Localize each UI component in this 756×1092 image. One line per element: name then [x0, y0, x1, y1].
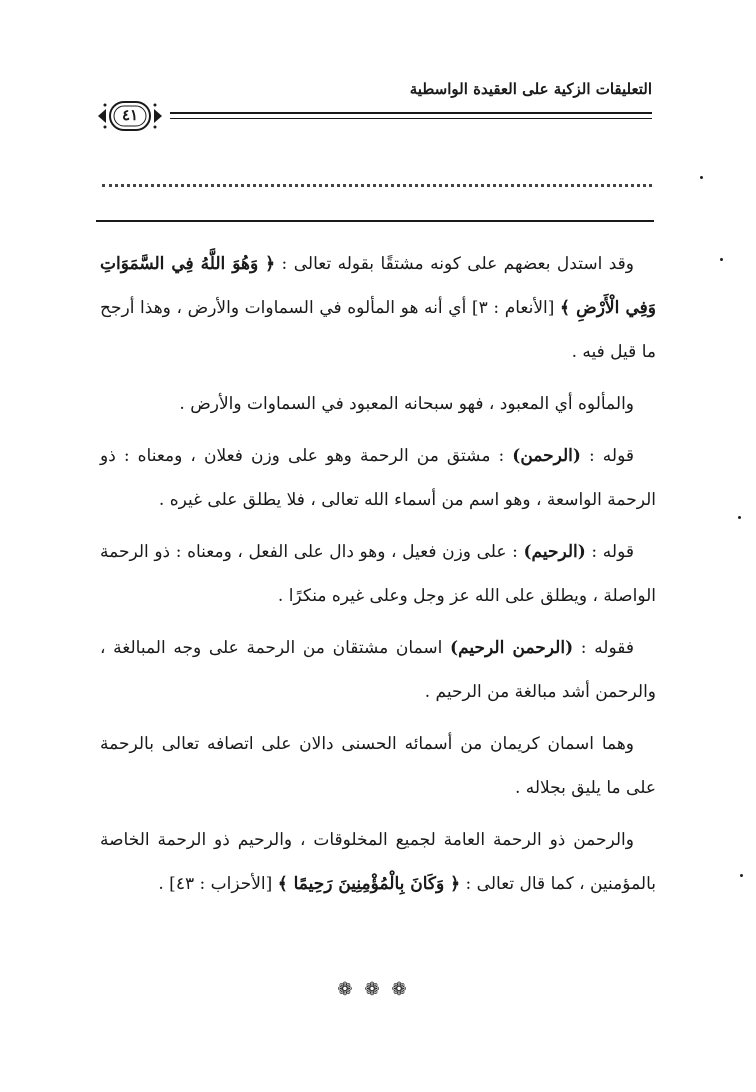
- quran-verse: ﴿ وَهُوَ اللَّهُ فِي السَّمَوَاتِ وَفِي الْأَرْضِ ﴾: [100, 254, 656, 318]
- header-rule-bottom: [170, 118, 652, 119]
- paragraph-text: : مشتق من الرحمة وهو على وزن فعلان ، ومعناه : ذو الرحمة الواسعة ، وهو اسم من أسماء الله تعالى ، فلا يطلق على غيره .: [100, 446, 656, 510]
- paragraph-5: [100, 626, 656, 714]
- quran-verse: ﴿ وَكَانَ بِالْمُؤْمِنِينَ رَحِيمًا ﴾: [277, 874, 461, 894]
- paragraph-text: [الأحزاب : ٤٣] .: [158, 874, 278, 894]
- end-ornaments: ❁❁❁: [337, 979, 419, 1000]
- body-text: [100, 242, 656, 914]
- paragraph-text: والرحمن ذو الرحمة العامة لجميع المخلوقات ، والرحيم ذو الرحمة الخاصة بالمؤمنين ، كما قال تعالى :: [100, 830, 656, 894]
- paragraph-text: [الأنعام : ٣] أي أنه هو المألوه في السماوات والأرض ، وهذا أرجح ما قيل فيه .: [100, 298, 656, 362]
- term-label: (الرحيم): [523, 542, 586, 562]
- margin-dot: [700, 176, 703, 179]
- paragraph-6: [100, 722, 656, 810]
- margin-dot: [720, 258, 723, 261]
- running-title: التعليقات الزكية على العقيدة الواسطية: [409, 80, 652, 98]
- page-number-badge: [96, 99, 164, 133]
- page-number: ٤١: [121, 106, 139, 124]
- margin-dot: [738, 516, 741, 519]
- paragraph-text: اسمان مشتقان من الرحمة على وجه المبالغة ، والرحمن أشد مبالغة من الرحيم .: [100, 638, 656, 702]
- header-rule-top: [170, 112, 652, 114]
- paragraph-7: [100, 818, 656, 906]
- paragraph-intro: قوله :: [580, 446, 634, 466]
- dotted-separator: [102, 184, 652, 187]
- paragraph-1: [100, 242, 656, 374]
- margin-dot: [740, 874, 743, 877]
- term-label: (الرحمن): [512, 446, 581, 466]
- paragraph-text: وهما اسمان كريمان من أسمائه الحسنى دالان على اتصافه تعالى بالرحمة على ما يليق بجلاله .: [100, 734, 656, 798]
- paragraph-3: [100, 434, 656, 522]
- paragraph-intro: قوله :: [585, 542, 634, 562]
- paragraph-2: [100, 382, 656, 426]
- paragraph-intro: فقوله :: [573, 638, 634, 658]
- term-label: (الرحمن الرحيم): [450, 638, 574, 658]
- paragraph-text: : على وزن فعيل ، وهو دال على الفعل ، ومعناه : ذو الرحمة الواصلة ، ويطلق على الله عز وجل وعلى غيره منكرًا .: [100, 542, 656, 606]
- paragraph-text: والمألوه أي المعبود ، فهو سبحانه المعبود في السماوات والأرض .: [179, 394, 634, 414]
- section-rule: [96, 220, 654, 222]
- paragraph-text: وقد استدل بعضهم على كونه مشتقًا بقوله تعالى :: [275, 254, 634, 274]
- paragraph-4: [100, 530, 656, 618]
